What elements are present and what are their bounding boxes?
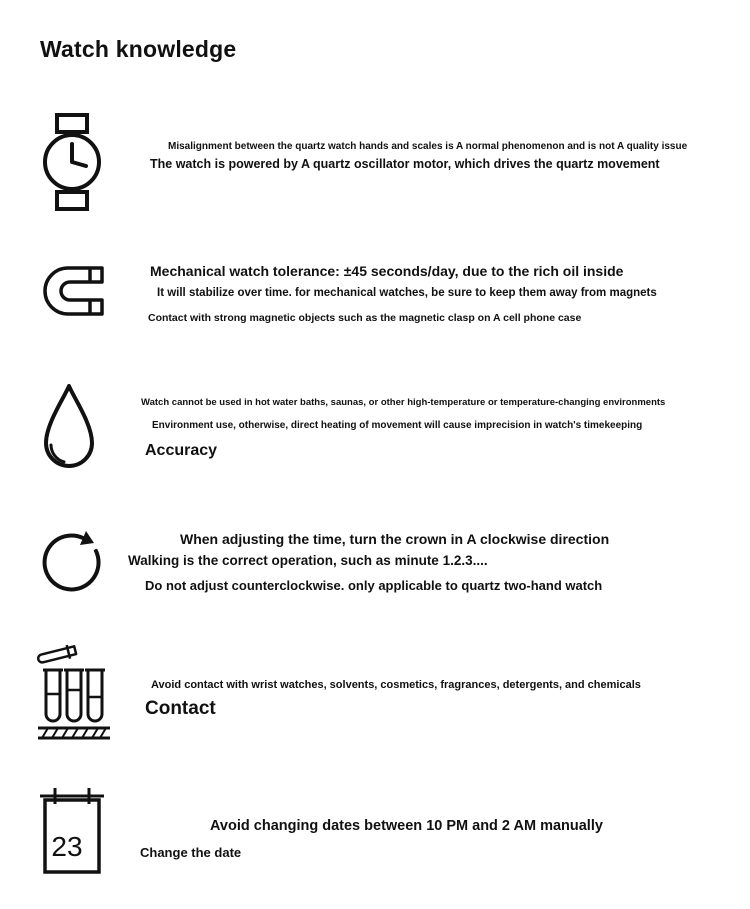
calendar-number: 23 — [51, 831, 83, 862]
water-drop-icon — [38, 382, 100, 477]
test-tubes-icon — [34, 642, 114, 744]
change-date-heading: Change the date — [140, 845, 242, 860]
magnet-icon — [40, 260, 108, 322]
chemicals-warning-note: Avoid contact with wrist watches, solvents, cosmetics, fragrances, detergents, and chemicals — [151, 679, 641, 691]
clockwise-arrow-icon — [40, 520, 104, 598]
magnet-contact-note: Contact with strong magnetic objects such as the magnetic clasp on A cell phone case — [148, 312, 582, 324]
accuracy-heading: Accuracy — [145, 442, 218, 459]
counterclockwise-warning-note: Do not adjust counterclockwise. only applicable to quartz two-hand watch — [145, 578, 603, 593]
correct-operation-note: Walking is the correct operation, such as minute 1.2.3.... — [128, 553, 488, 568]
date-change-warning-note: Avoid changing dates between 10 PM and 2 AM manually — [210, 818, 603, 834]
contact-heading: Contact — [145, 698, 216, 719]
crown-direction-note: When adjusting the time, turn the crown in A clockwise direction — [180, 531, 610, 547]
quartz-movement-note: The watch is powered by A quartz oscillator motor, which drives the quartz movement — [150, 157, 660, 171]
calendar-icon — [40, 786, 104, 876]
watch-icon — [42, 112, 104, 212]
quartz-misalignment-note: Misalignment between the quartz watch hands and scales is A normal phenomenon and is not A quality issue — [168, 141, 688, 152]
heating-warning-note: Environment use, otherwise, direct heating of movement will cause imprecision in watch's timekeeping — [152, 420, 643, 431]
tolerance-note: Mechanical watch tolerance: ±45 seconds/day, due to the rich oil inside — [150, 263, 624, 279]
temperature-warning-note: Watch cannot be used in hot water baths, saunas, or other high-temperature or temperature-changing environments — [141, 397, 666, 408]
page-title: Watch knowledge — [40, 36, 237, 62]
magnet-warning-note: It will stabilize over time. for mechanical watches, be sure to keep them away from magnets — [157, 287, 657, 299]
